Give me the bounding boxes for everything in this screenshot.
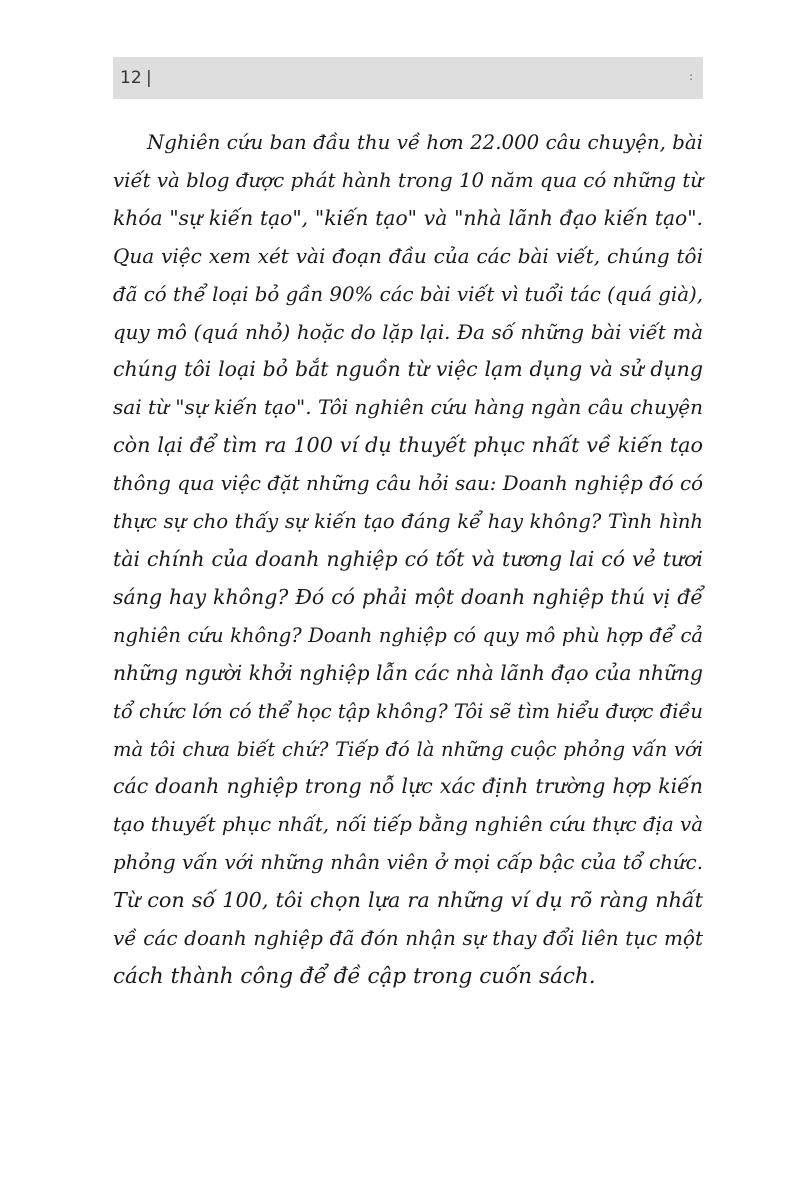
header-mark: :: [689, 70, 693, 83]
text-line: tổ chức lớn có thể học tập không? Tôi sẽ tìm hiểu được điều: [113, 699, 703, 723]
text-line: tài chính của doanh nghiệp có tốt và tương lai có vẻ tươi: [113, 546, 703, 571]
text-line: thông qua việc đặt những câu hỏi sau: Doanh nghiệp đó có: [113, 472, 703, 496]
text-line: quy mô (quá nhỏ) hoặc do lặp lại. Đa số những bài viết mà: [113, 320, 703, 344]
text-line: thực sự cho thấy sự kiến tạo đáng kể hay không? Tình hình: [113, 510, 703, 534]
text-line: những người khởi nghiệp lẫn các nhà lãnh đạo của những: [113, 660, 703, 685]
text-line: mà tôi chưa biết chứ? Tiếp đó là những cuộc phỏng vấn với: [113, 737, 703, 761]
text-line: đã có thể loại bỏ gần 90% các bài viết vì tuổi tác (quá già),: [113, 282, 703, 306]
text-line: sai từ "sự kiến tạo". Tôi nghiên cứu hàng ngàn câu chuyện: [113, 395, 703, 420]
running-header: [113, 57, 703, 99]
text-line: Từ con số 100, tôi chọn lựa ra những ví dụ rõ ràng nhất: [113, 888, 703, 913]
page-number: 12: [120, 68, 142, 88]
text-line: khóa "sự kiến tạo", "kiến tạo" và "nhà lãnh đạo kiến tạo".: [113, 205, 703, 230]
text-line: về các doanh nghiệp đã đón nhận sự thay đổi liên tục một: [113, 926, 703, 951]
text-line: sáng hay không? Đó có phải một doanh nghiệp thú vị để: [113, 584, 703, 609]
text-line: chúng tôi loại bỏ bắt nguồn từ việc lạm dụng và sử dụng: [113, 357, 703, 382]
text-line: tạo thuyết phục nhất, nối tiếp bằng nghiên cứu thực địa và: [113, 813, 703, 837]
text-line: phỏng vấn với những nhân viên ở mọi cấp bậc của tổ chức.: [113, 851, 703, 875]
text-line: viết và blog được phát hành trong 10 năm qua có những từ: [113, 168, 703, 192]
header-separator: |: [146, 68, 152, 88]
text-line: Qua việc xem xét vài đoạn đầu của các bài viết, chúng tôi: [113, 243, 703, 268]
text-line: các doanh nghiệp trong nỗ lực xác định trường hợp kiến: [113, 774, 703, 799]
text-line: nghiên cứu không? Doanh nghiệp có quy mô phù hợp để cả: [113, 623, 703, 647]
text-line: cách thành công để đề cập trong cuốn sách.: [113, 963, 596, 989]
text-line: Nghiên cứu ban đầu thu về hơn 22.000 câu chuyện, bài: [147, 131, 703, 154]
body-paragraph: [113, 124, 703, 996]
text-line: còn lại để tìm ra 100 ví dụ thuyết phục nhất về kiến tạo: [113, 433, 703, 458]
